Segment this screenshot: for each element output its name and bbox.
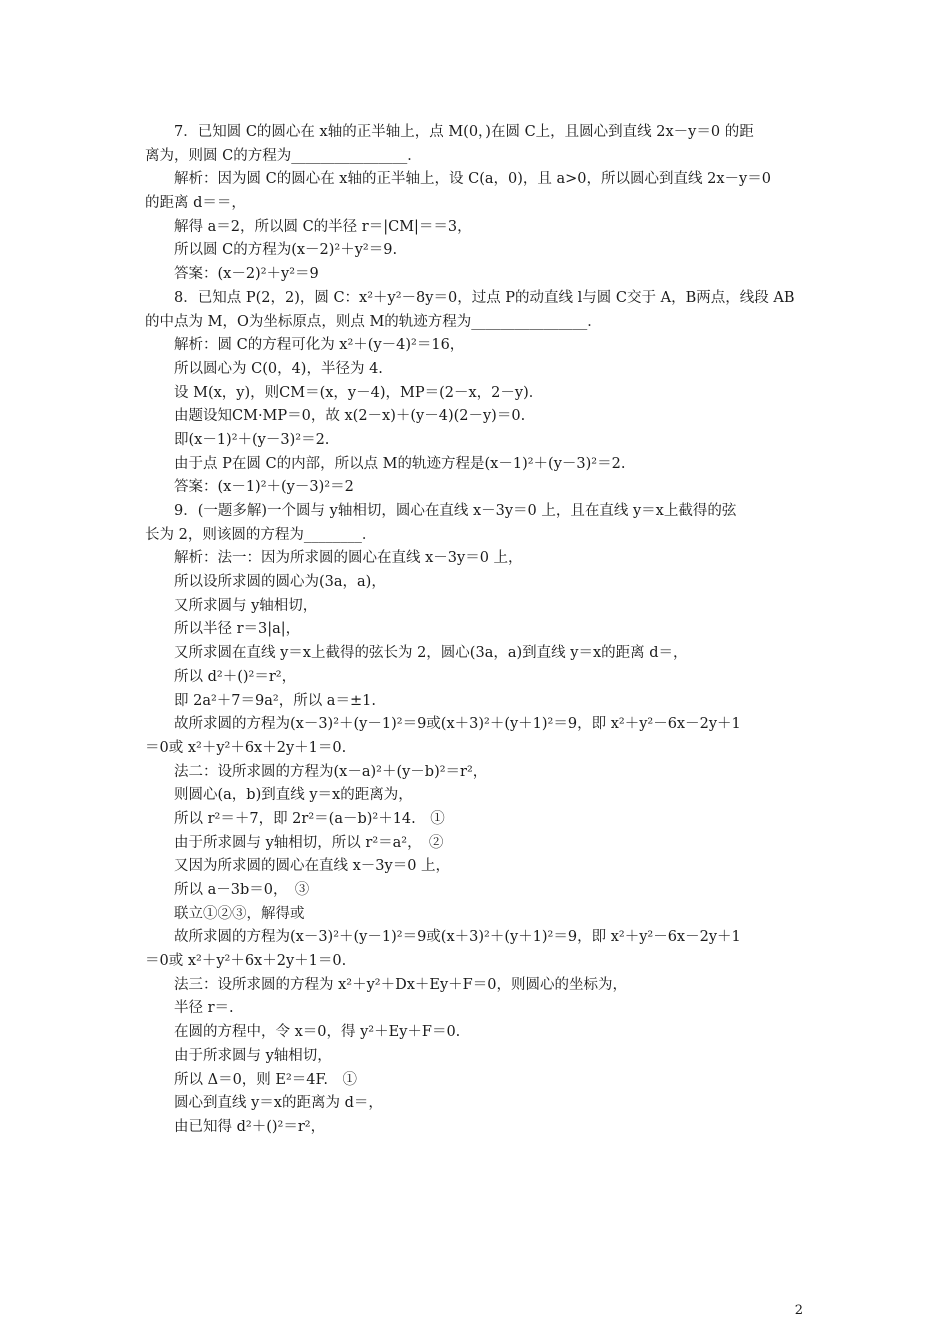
text-line: 答案：(x－2)²＋y²＝9 [174,266,319,283]
text-line: 由已知得 d²＋()²＝r²， [174,1118,326,1135]
text-line: ＝0或 x²＋y²＋6x＋2y＋1＝0. [145,739,347,756]
text-line: 解得 a＝2，所以圆 C的半径 r＝|CM|＝＝3， [174,218,472,235]
text-line: 设 M(x，y)，则CM＝(x，y－4)，MP＝(2－x，2－y)． [174,384,544,401]
text-line: 由于所求圆与 y轴相切， [174,1047,332,1064]
text-line: 解析：法一：因为所求圆的圆心在直线 x－3y＝0 上， [174,550,523,567]
text-line: 答案：(x－1)²＋(y－3)²＝2 [174,479,354,496]
text-line: 离为，则圆 C的方程为________________． [145,147,422,164]
text-line: 由题设知CM·MP＝0，故 x(2－x)＋(y－4)(2－y)＝0. [174,408,526,425]
text-line: 法三：设所求圆的方程为 x²＋y²＋Dx＋Ey＋F＝0，则圆心的坐标为， [174,976,627,993]
text-line: 所以 a－3b＝0， ③ [174,882,310,898]
text-line: 的中点为 M，O为坐标原点，则点 M的轨迹方程为________________． [145,313,602,330]
text-line: 在圆的方程中，令 x＝0，得 y²＋Ey＋F＝0. [174,1024,461,1041]
text-line: 解析：因为圆 C的圆心在 x轴的正半轴上，设 C(a，0)，且 a>0，所以圆心到直线 2x－y＝0 [174,171,771,188]
text-line: 所以 Δ＝0，则 E²＝4F. ① [174,1071,357,1088]
text-line: 所以圆 C的方程为(x－2)²＋y²＝9. [174,242,398,259]
text-line: 所以设所求圆的圆心为(3a，a)， [174,574,386,591]
text-line: 由于所求圆与 y轴相切，所以 r²＝a²， ② [174,834,444,851]
text-line: 法二：设所求圆的方程为(x－a)²＋(y－b)²＝r²， [174,763,488,780]
text-line: 故所求圆的方程为(x－3)²＋(y－1)²＝9或(x＋3)²＋(y＋1)²＝9，即 x²＋y²－6x－2y＋1 [174,929,741,946]
text-line: 半径 r＝. [174,1000,234,1017]
text-line: 解析：圆 C的方程可化为 x²＋(y－4)²＝16， [174,337,465,354]
text-line: 又因为所求圆的圆心在直线 x－3y＝0 上， [174,858,451,875]
text-line: 即 2a²＋7＝9a²，所以 a＝±1. [174,692,376,709]
text-line: 由于点 P在圆 C的内部，所以点 M的轨迹方程是(x－1)²＋(y－3)²＝2. [174,455,626,472]
page-number: 2 [794,1303,803,1318]
document-body [145,121,825,1140]
text-line: 7．已知圆 C的圆心在 x轴的正半轴上，点 M(0，)在圆 C上，且圆心到直线 2x－y＝0 的距 [174,124,754,140]
text-line: 又所求圆在直线 y＝x上截得的弦长为 2，圆心(3a，a)到直线 y＝x的距离 d＝， [174,645,688,662]
text-line: 所以 d²＋()²＝r²， [174,668,297,685]
text-line: 圆心到直线 y＝x的距离为 d＝， [174,1095,383,1112]
text-line: 即(x－1)²＋(y－3)²＝2. [174,431,330,448]
text-line: 9．(一题多解)一个圆与 y轴相切，圆心在直线 x－3y＝0 上，且在直线 y＝x上截得的弦 [174,503,737,519]
text-line: 8．已知点 P(2，2)，圆 C：x²＋y²－8y＝0，过点 P的动直线 l与圆 C交于 A，B两点，线段 AB [174,289,795,306]
text-line: 联立①②③，解得或 [174,905,305,922]
text-line: 所以圆心为 C(0，4)，半径为 4. [174,360,383,377]
text-line: ＝0或 x²＋y²＋6x＋2y＋1＝0. [145,953,347,970]
text-line: 则圆心(a，b)到直线 y＝x的距离为， [174,787,413,804]
text-line: 所以半径 r＝3|a|， [174,621,301,638]
text-line: 长为 2，则该圆的方程为________． [145,526,377,543]
text-line: 故所求圆的方程为(x－3)²＋(y－1)²＝9或(x＋3)²＋(y＋1)²＝9，即 x²＋y²－6x－2y＋1 [174,716,741,733]
text-line: 所以 r²＝＋7，即 2r²＝(a－b)²＋14. ① [174,810,445,827]
text-line: 又所求圆与 y轴相切， [174,597,318,614]
text-line: 的距离 d＝＝， [145,195,246,212]
